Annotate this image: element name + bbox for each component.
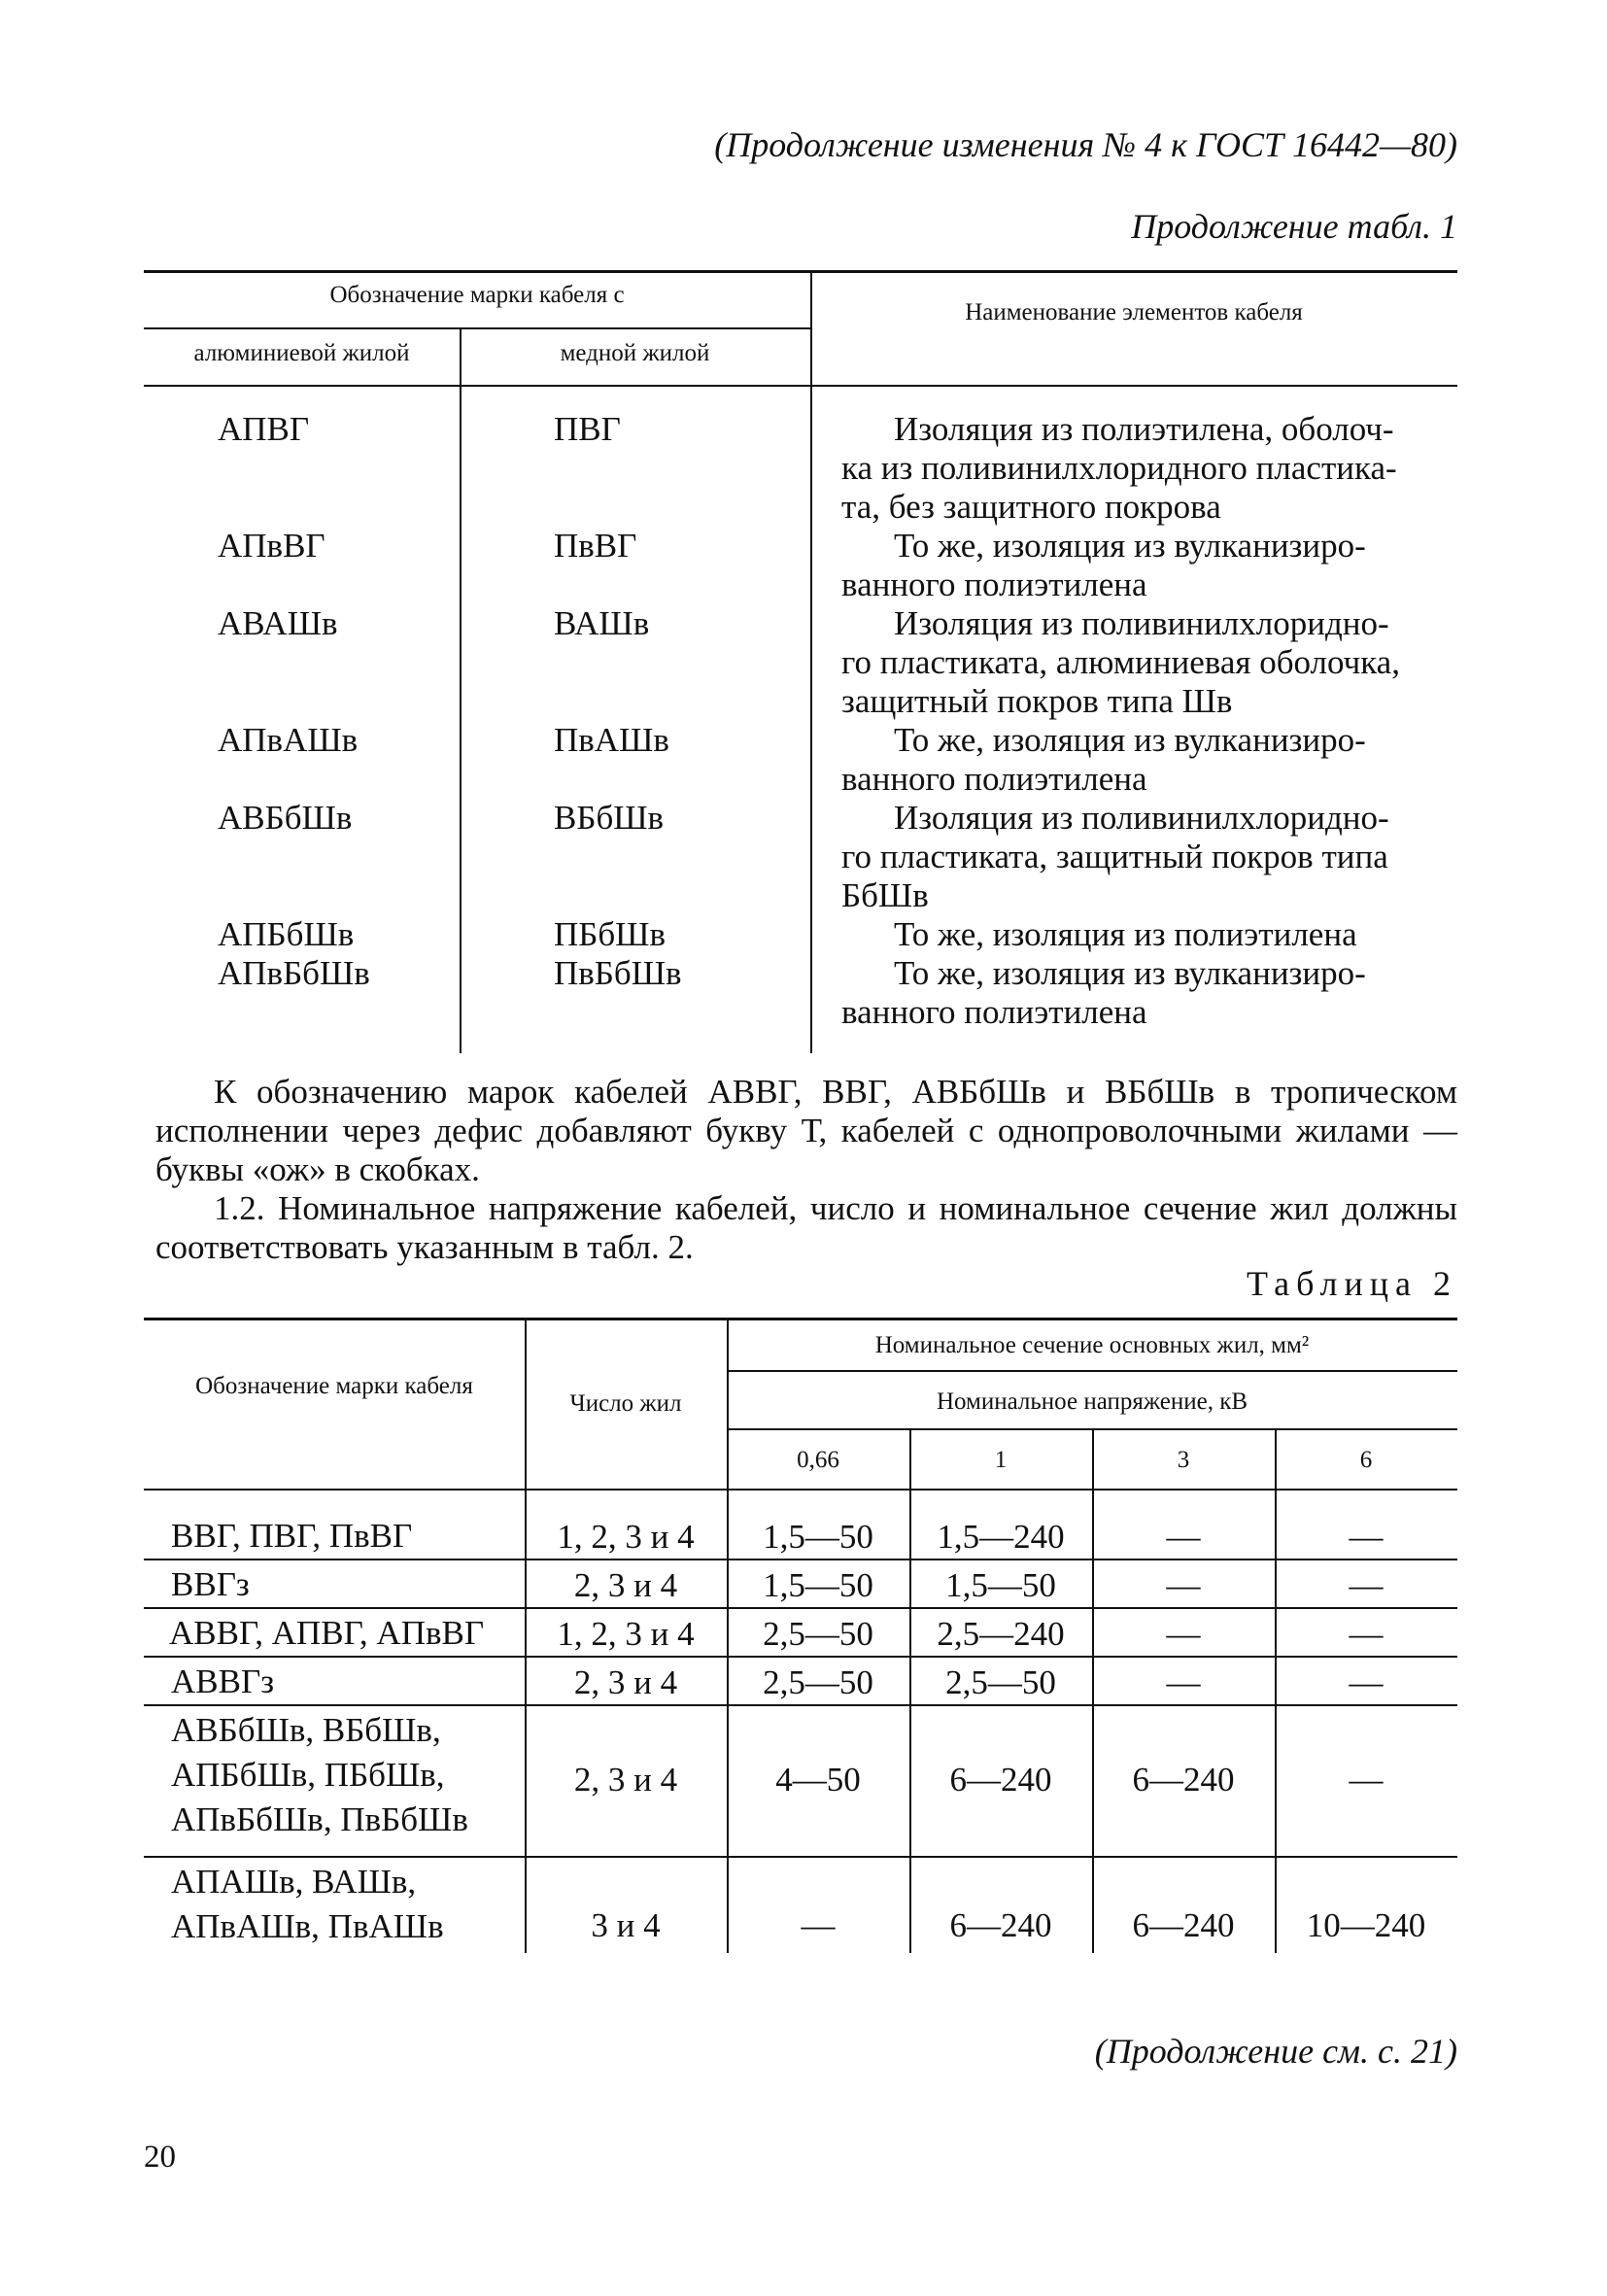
- table2-row-5-v1: 6—240: [949, 1761, 1052, 1799]
- table1-desc-4-line-2: ванного полиэтилена: [841, 760, 1147, 798]
- table2-row-rule-5: [144, 1856, 1457, 1858]
- table2-row-2-v1: 1,5—50: [945, 1566, 1056, 1604]
- table1-al-7: АПвБбШв: [218, 954, 370, 992]
- table1-desc-4-line-1: То же, изоляция из вулканизиро-: [894, 721, 1366, 759]
- table2-row-6-count: 3 и 4: [591, 1906, 661, 1944]
- table2-head-voltage: Номинальное напряжение, кВ: [936, 1388, 1248, 1415]
- table2-row-4-v6: —: [1349, 1663, 1384, 1701]
- table1-desc-3: [841, 604, 1457, 721]
- table2-head-section: Номинальное сечение основных жил, мм²: [874, 1332, 1310, 1358]
- paragraph-1-2: 1.2. Номинальное напряжение кабелей, число и номинальное сечение жил должны соответствовать указанным в табл. 2.: [155, 1189, 1457, 1266]
- table1-top-rule: [144, 270, 1457, 273]
- table2-row-4-count: 2, 3 и 4: [573, 1663, 678, 1701]
- table1-desc-5-line-2: го пластиката, защитный покров типа: [841, 838, 1388, 875]
- table2-row-3-v1: 2,5—240: [937, 1615, 1065, 1653]
- table2-row-2-v066: 1,5—50: [763, 1566, 873, 1604]
- table1-desc-5-line-3: БбШв: [841, 876, 929, 914]
- table1-al-3: АВАШв: [218, 604, 338, 642]
- table2-head-mark: Обозначение марки кабеля: [195, 1373, 473, 1399]
- table2-row-2-count: 2, 3 и 4: [573, 1566, 678, 1604]
- table1-desc-1-line-3: та, без защитного покрова: [841, 488, 1221, 526]
- page-number: 20: [144, 2140, 176, 2175]
- table2-row-2-name: ВВГз: [171, 1565, 250, 1603]
- table2-row-5-v066: 4—50: [775, 1761, 861, 1799]
- paragraph-tropical-note: К обозначению марок кабелей АВВГ, ВВГ, АВБбШв и ВБбШв в тропическом исполнении через дефис добавляют букву Т, кабелей с однопроволочными жилами — буквы «ож» в скобках.: [155, 1073, 1457, 1188]
- table2-row-3-name: АВВГ, АПВГ, АПвВГ: [169, 1614, 485, 1652]
- table1-desc-5: [841, 799, 1457, 915]
- table1-desc-3-line-1: Изоляция из поливинилхлоридно-: [894, 604, 1389, 642]
- table2-row-2-v6: —: [1349, 1566, 1384, 1604]
- table2-voltage-3: 3: [1177, 1447, 1190, 1473]
- table2-row-6-name-line-1: АПАШв, ВАШв,: [171, 1863, 417, 1901]
- table1-desc-2: [841, 527, 1457, 604]
- table2-row-3-v066: 2,5—50: [763, 1615, 873, 1653]
- table2: [144, 1318, 1457, 1953]
- table1-desc-2-line-1: То же, изоляция из вулканизиро-: [894, 527, 1366, 565]
- table2-row-2-v3: —: [1166, 1566, 1201, 1604]
- table1-al-6: АПБбШв: [218, 915, 355, 953]
- table1-cu-2: ПвВГ: [554, 527, 637, 565]
- table2-row-4-name: АВВГз: [171, 1662, 275, 1700]
- table1-head-group: Обозначение марки кабеля с: [329, 282, 625, 308]
- continuation-footer: (Продолжение см. с. 21): [1094, 2032, 1457, 2071]
- table2-header-rule: [144, 1489, 1457, 1491]
- table2-row-6-name: [171, 1860, 444, 1949]
- table1-head-name: Наименование элементов кабеля: [965, 299, 1303, 326]
- table2-row-rule-3: [144, 1656, 1457, 1658]
- table2-row-rule-1: [144, 1559, 1457, 1560]
- table2-voltage-6: 6: [1359, 1447, 1373, 1473]
- table1-desc-3-line-2: го пластиката, алюминиевая оболочка,: [841, 643, 1400, 681]
- table2-voltage-1: 1: [994, 1447, 1008, 1473]
- table2-head-count: Число жил: [569, 1390, 682, 1417]
- table2-row-rule-4: [144, 1704, 1457, 1706]
- table1-vline-2: [810, 270, 812, 1053]
- table1-desc-7-line-1: То же, изоляция из вулканизиро-: [894, 954, 1366, 992]
- table1-desc-1-line-2: ка из поливинилхлоридного пластика-: [841, 449, 1397, 487]
- table2-row-3-v6: —: [1349, 1615, 1384, 1653]
- table1-cu-6: ПБбШв: [554, 915, 667, 953]
- table1: [144, 270, 1457, 1053]
- table2-row-5-name-line-3: АПвБбШв, ПвБбШв: [171, 1800, 468, 1838]
- table2-row-4-v3: —: [1166, 1663, 1201, 1701]
- table1-desc-5-line-1: Изоляция из поливинилхлоридно-: [894, 799, 1389, 837]
- table2-row-5-v3: 6—240: [1132, 1761, 1235, 1799]
- table1-cu-4: ПвАШв: [554, 721, 669, 759]
- table1-desc-3-line-3: защитный покров типа Шв: [841, 682, 1233, 720]
- table1-al-4: АПвАШв: [218, 721, 359, 759]
- table1-desc-6: [841, 915, 1457, 954]
- table2-row-6-v1: 6—240: [949, 1906, 1052, 1944]
- table1-cu-5: ВБбШв: [554, 799, 665, 837]
- table2-row-6-name-line-2: АПвАШв, ПвАШв: [171, 1907, 444, 1945]
- table1-desc-7-line-2: ванного полиэтилена: [841, 993, 1147, 1031]
- document-header: (Продолжение изменения № 4 к ГОСТ 16442—80): [714, 125, 1457, 164]
- table1-desc-1: [841, 410, 1457, 527]
- table1-continuation: Продолжение табл. 1: [1131, 207, 1457, 246]
- table2-row-1-v1: 1,5—240: [937, 1518, 1065, 1556]
- table1-cu-1: ПВГ: [554, 410, 621, 448]
- table1-al-5: АВБбШв: [218, 799, 353, 837]
- table1-cu-7: ПвБбШв: [554, 954, 682, 992]
- table2-row-rule-2: [144, 1607, 1457, 1609]
- table1-desc-1-line-1: Изоляция из полиэтилена, оболоч-: [894, 410, 1394, 448]
- table1-desc-7: [841, 954, 1457, 1032]
- table2-label: Таблица 2: [1247, 1264, 1457, 1303]
- table1-al-2: АПвВГ: [218, 527, 325, 565]
- table2-section-rule: [729, 1370, 1457, 1372]
- table2-row-4-v066: 2,5—50: [763, 1663, 873, 1701]
- table1-cu-3: ВАШв: [554, 604, 650, 642]
- table2-row-3-v3: —: [1166, 1615, 1201, 1653]
- table2-row-5-name-line-2: АПБбШв, ПБбШв,: [171, 1756, 445, 1794]
- table2-row-5-v6: —: [1349, 1761, 1384, 1799]
- table2-top-rule: [144, 1318, 1457, 1320]
- table2-row-5-count: 2, 3 и 4: [573, 1761, 678, 1799]
- table2-row-6-v6: 10—240: [1306, 1906, 1426, 1944]
- table2-voltage-066: 0,66: [797, 1447, 839, 1473]
- table2-row-1-v6: —: [1349, 1518, 1384, 1556]
- table1-desc-4: [841, 721, 1457, 799]
- table1-head-cu: медной жилой: [560, 340, 710, 366]
- table1-subheader-rule: [144, 327, 810, 329]
- table2-row-6-v3: 6—240: [1132, 1906, 1235, 1944]
- table1-header-rule: [144, 385, 1457, 387]
- table1-desc-2-line-2: ванного полиэтилена: [841, 565, 1147, 603]
- table2-row-1-v3: —: [1166, 1518, 1201, 1556]
- table1-desc-6-line-1: То же, изоляция из полиэтилена: [894, 915, 1357, 953]
- table2-row-3-count: 1, 2, 3 и 4: [557, 1615, 695, 1653]
- table1-head-al: алюминиевой жилой: [193, 340, 410, 366]
- table2-row-6-v066: —: [801, 1906, 836, 1944]
- table2-row-1-count: 1, 2, 3 и 4: [557, 1518, 695, 1556]
- table2-row-1-name: ВВГ, ПВГ, ПвВГ: [171, 1517, 413, 1555]
- table1-vline-1: [460, 327, 462, 1053]
- table2-row-4-v1: 2,5—50: [945, 1663, 1056, 1701]
- table2-row-1-v066: 1,5—50: [763, 1518, 873, 1556]
- table1-al-1: АПВГ: [218, 410, 310, 448]
- table2-row-5-name: [171, 1708, 468, 1842]
- table2-row-5-name-line-1: АВБбШв, ВБбШв,: [171, 1711, 441, 1749]
